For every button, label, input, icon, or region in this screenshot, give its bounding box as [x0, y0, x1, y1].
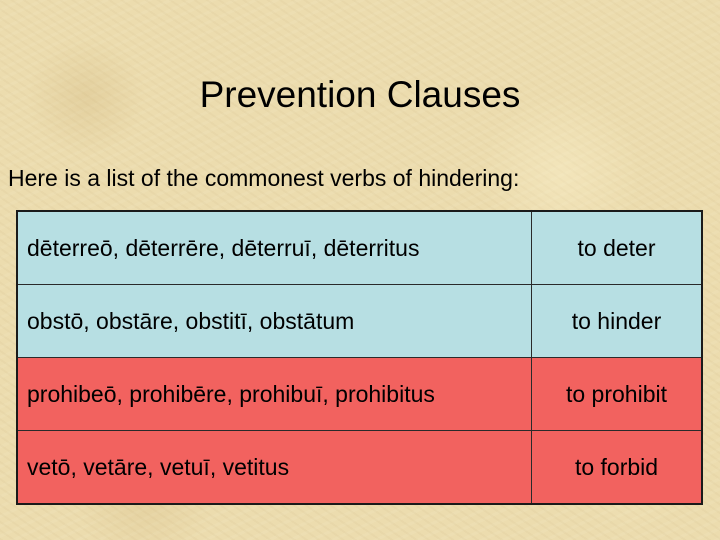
slide-title: Prevention Clauses — [199, 74, 521, 115]
principal-parts-cell: prohibeō, prohibēre, prohibuī, prohibitus — [17, 358, 532, 431]
slide-subtitle: Here is a list of the commonest verbs of hindering: — [8, 165, 520, 191]
table-row — [17, 358, 702, 431]
principal-parts-cell: vetō, vetāre, vetuī, vetitus — [17, 431, 532, 505]
principal-parts-cell: dēterreō, dēterrēre, dēterruī, dēterritus — [17, 211, 532, 285]
table-row — [17, 285, 702, 358]
principal-parts-cell: obstō, obstāre, obstitī, obstātum — [17, 285, 532, 358]
meaning-cell: to prohibit — [532, 358, 703, 431]
meaning-cell: to hinder — [532, 285, 703, 358]
table-row — [17, 211, 702, 285]
meaning-cell: to deter — [532, 211, 703, 285]
meaning-cell: to forbid — [532, 431, 703, 505]
table-row — [17, 431, 702, 505]
verb-table — [16, 210, 703, 505]
